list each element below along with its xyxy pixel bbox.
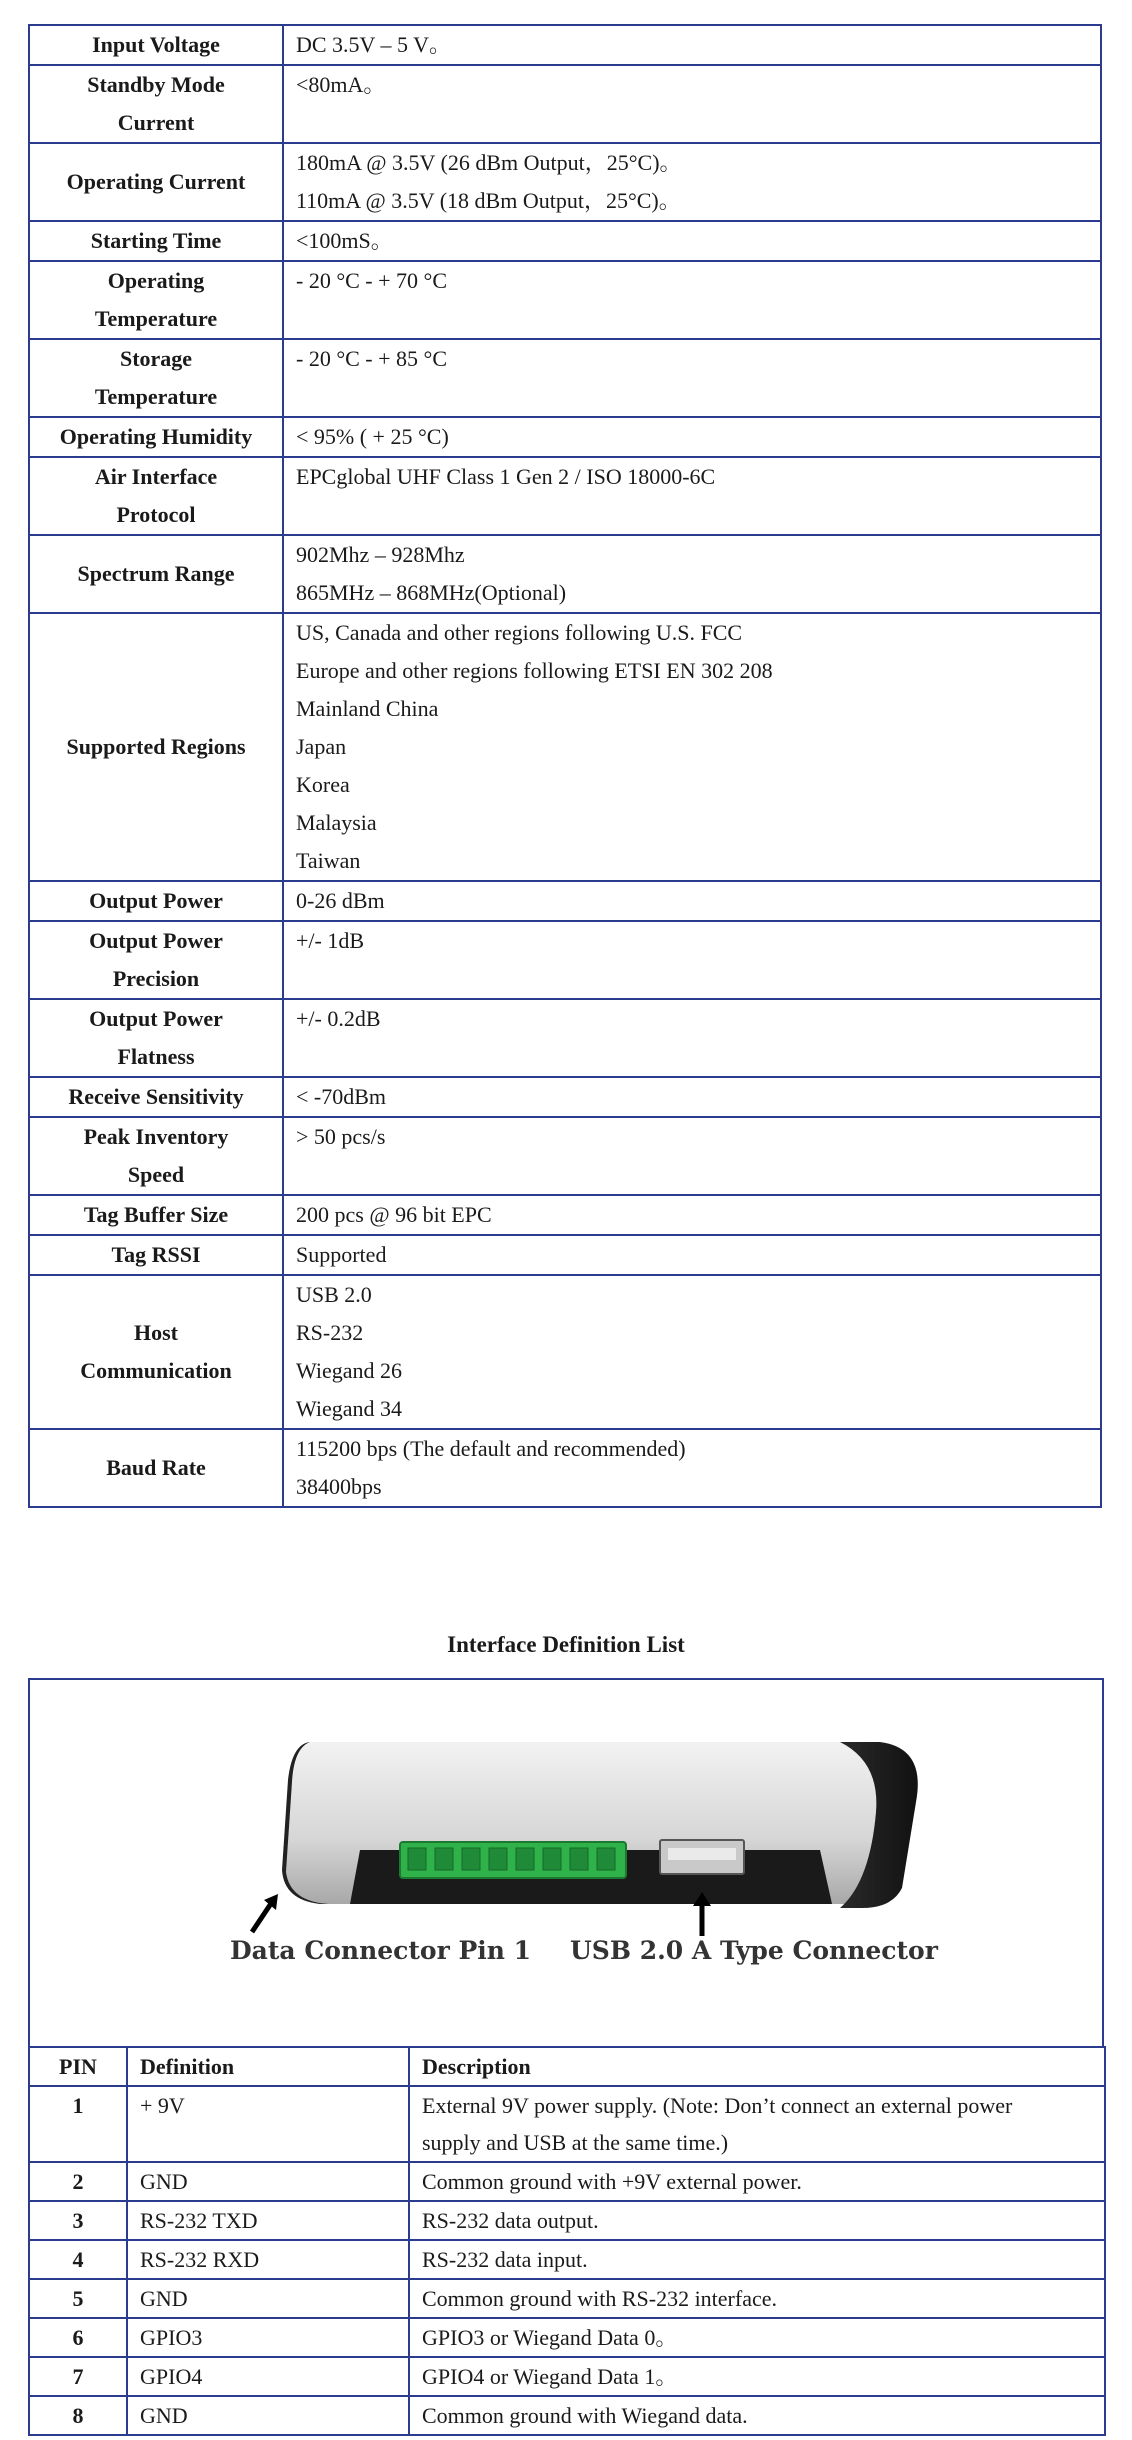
spec-row <box>29 535 1101 613</box>
spec-value-line: 0-26 dBm <box>296 888 385 913</box>
pin-description-line: GPIO4 or Wiegand Data 1。 <box>422 2364 678 2389</box>
spec-value-line: +/- 1dB <box>296 928 365 953</box>
pin-row <box>29 2162 1105 2201</box>
spec-value <box>283 339 1101 417</box>
spec-value-line: Wiegand 34 <box>296 1396 403 1421</box>
spec-value-line: Japan <box>296 734 347 759</box>
spec-label: Operating Current <box>29 143 283 221</box>
spec-value-line: Europe and other regions following ETSI EN 302 208 <box>296 658 773 683</box>
spec-value-line: Wiegand 26 <box>296 1358 403 1383</box>
spec-label-line: Storage <box>119 346 193 371</box>
pin-description <box>409 2240 1105 2279</box>
pin-definition: GPIO3 <box>127 2318 409 2357</box>
spec-label <box>29 65 283 143</box>
pin-description-line: RS-232 data output. <box>422 2208 599 2233</box>
spec-row <box>29 999 1101 1077</box>
spec-value-line: Korea <box>296 772 350 797</box>
pin-description <box>409 2279 1105 2318</box>
spec-value <box>283 999 1101 1077</box>
spec-value-line: > 50 pcs/s <box>296 1124 386 1149</box>
pin-definition: + 9V <box>127 2086 409 2162</box>
spec-value-line: - 20 °C - + 85 °C <box>296 346 448 371</box>
spec-label <box>29 457 283 535</box>
pin-description-line: Common ground with RS-232 interface. <box>422 2286 778 2311</box>
spec-row <box>29 261 1101 339</box>
spec-row <box>29 417 1101 457</box>
spec-label <box>29 1117 283 1195</box>
spec-row <box>29 1429 1101 1507</box>
usb-port-inner <box>668 1848 736 1860</box>
spec-label: Starting Time <box>29 221 283 261</box>
spec-value-line: - 20 °C - + 70 °C <box>296 268 448 293</box>
pin-description-line: External 9V power supply. (Note: Don’t connect an external power <box>422 2093 1013 2118</box>
spec-label: Operating Humidity <box>29 417 283 457</box>
spec-value-line: Supported <box>296 1242 387 1267</box>
spec-label <box>29 1275 283 1429</box>
spec-label <box>29 339 283 417</box>
pin-table <box>28 2046 1106 2436</box>
pin-row <box>29 2318 1105 2357</box>
spec-label-line: Speed <box>127 1162 185 1187</box>
spec-value <box>283 417 1101 457</box>
spec-value-line <box>296 960 1088 998</box>
spec-row <box>29 25 1101 65</box>
spec-value-line <box>296 378 1088 416</box>
spec-label-line: Temperature <box>94 306 218 331</box>
spec-value <box>283 613 1101 881</box>
pin-row <box>29 2396 1105 2435</box>
spec-label-line: Peak Inventory <box>83 1124 229 1149</box>
pin-description <box>409 2396 1105 2435</box>
header-definition: Definition <box>127 2047 409 2086</box>
pin-description <box>409 2318 1105 2357</box>
spec-value-line: Mainland China <box>296 696 439 721</box>
pin-number: 1 <box>29 2086 127 2162</box>
spec-row <box>29 65 1101 143</box>
spec-value-line: RS-232 <box>296 1320 364 1345</box>
pin-definition: GND <box>127 2396 409 2435</box>
spec-value-line: 200 pcs @ 96 bit EPC <box>296 1202 492 1227</box>
pin-number: 3 <box>29 2201 127 2240</box>
pin-number: 7 <box>29 2357 127 2396</box>
spec-value <box>283 1195 1101 1235</box>
spec-label: Tag Buffer Size <box>29 1195 283 1235</box>
pin-description-line: GPIO3 or Wiegand Data 0。 <box>422 2325 678 2350</box>
spec-row <box>29 613 1101 881</box>
spec-value-line <box>296 1038 1088 1076</box>
spec-row <box>29 1235 1101 1275</box>
spec-value-line: 180mA @ 3.5V (26 dBm Output，25°C)。 <box>296 150 682 175</box>
device-photo <box>280 1732 920 1912</box>
spec-value <box>283 25 1101 65</box>
spec-value-line: < -70dBm <box>296 1084 387 1109</box>
spec-value-line: Taiwan <box>296 848 361 873</box>
spec-value-line: <80mA。 <box>296 72 386 97</box>
pin-description <box>409 2201 1105 2240</box>
spec-value <box>283 65 1101 143</box>
pin-row <box>29 2357 1105 2396</box>
pin-definition: GND <box>127 2279 409 2318</box>
pin-description-line: Common ground with Wiegand data. <box>422 2403 748 2428</box>
interface-title: Interface Definition List <box>447 1632 685 1657</box>
spec-label: Spectrum Range <box>29 535 283 613</box>
spec-label-line: Temperature <box>94 384 218 409</box>
spec-label-line: Output Power <box>89 928 223 953</box>
spec-row <box>29 143 1101 221</box>
spec-value-line <box>296 496 1088 534</box>
spec-value <box>283 221 1101 261</box>
spec-value <box>283 1235 1101 1275</box>
spec-label <box>29 921 283 999</box>
spec-table <box>28 24 1102 1508</box>
pin-definition: RS-232 RXD <box>127 2240 409 2279</box>
spec-label-line: Protocol <box>116 502 196 527</box>
spec-value-line: 865MHz – 868MHz(Optional) <box>296 580 567 605</box>
pin-description <box>409 2162 1105 2201</box>
spec-value-line: DC 3.5V – 5 V。 <box>296 32 452 57</box>
spec-label: Supported Regions <box>29 613 283 881</box>
arrow-icon-left <box>246 1892 286 1936</box>
spec-row <box>29 1195 1101 1235</box>
spec-label-line: Flatness <box>117 1044 195 1069</box>
pin-description-line: Common ground with +9V external power. <box>422 2169 802 2194</box>
spec-value-line: US, Canada and other regions following U.S. FCC <box>296 620 743 645</box>
spec-label-line: Current <box>117 110 195 135</box>
spec-label: Baud Rate <box>29 1429 283 1507</box>
pin-number: 5 <box>29 2279 127 2318</box>
pin-description <box>409 2357 1105 2396</box>
pin-table-header <box>29 2047 1105 2086</box>
pin-row <box>29 2201 1105 2240</box>
spec-label-line: Precision <box>112 966 200 991</box>
spec-value-line <box>296 1156 1088 1194</box>
spec-row <box>29 1117 1101 1195</box>
spec-label: Output Power <box>29 881 283 921</box>
pin-description <box>409 2086 1105 2162</box>
spec-label: Receive Sensitivity <box>29 1077 283 1117</box>
spec-row <box>29 457 1101 535</box>
pin-definition: GND <box>127 2162 409 2201</box>
spec-value <box>283 261 1101 339</box>
spec-value-line: <100mS。 <box>296 228 393 253</box>
pin-number: 2 <box>29 2162 127 2201</box>
pin-row <box>29 2086 1105 2162</box>
interface-image-box <box>28 1678 1104 2048</box>
spec-value <box>283 143 1101 221</box>
spec-value-line <box>296 104 1088 142</box>
spec-value <box>283 535 1101 613</box>
spec-value <box>283 457 1101 535</box>
spec-row <box>29 221 1101 261</box>
spec-label-line: Operating <box>107 268 205 293</box>
spec-label: Input Voltage <box>29 25 283 65</box>
spec-value <box>283 1117 1101 1195</box>
spec-row <box>29 339 1101 417</box>
spec-value <box>283 1077 1101 1117</box>
pin-definition: GPIO4 <box>127 2357 409 2396</box>
spec-value-line: 110mA @ 3.5V (18 dBm Output，25°C)。 <box>296 188 681 213</box>
spec-value <box>283 1275 1101 1429</box>
spec-value-line: EPCglobal UHF Class 1 Gen 2 / ISO 18000-6C <box>296 464 716 489</box>
spec-value-line: 38400bps <box>296 1474 382 1499</box>
spec-label-line: Communication <box>80 1358 232 1383</box>
header-pin: PIN <box>29 2047 127 2086</box>
spec-value-line: < 95% ( + 25 °C) <box>296 424 449 449</box>
spec-label: Tag RSSI <box>29 1235 283 1275</box>
pin-description-line: RS-232 data input. <box>422 2247 588 2272</box>
spec-row <box>29 1077 1101 1117</box>
spec-value <box>283 1429 1101 1507</box>
spec-value-line: USB 2.0 <box>296 1282 372 1307</box>
caption-data-connector: Data Connector Pin 1 <box>230 1936 532 1965</box>
pin-number: 6 <box>29 2318 127 2357</box>
spec-label-line: Air Interface <box>94 464 218 489</box>
header-description: Description <box>409 2047 1105 2086</box>
spec-value-line: Malaysia <box>296 810 377 835</box>
pin-row <box>29 2240 1105 2279</box>
spec-value-line: +/- 0.2dB <box>296 1006 381 1031</box>
pin-description-line: supply and USB at the same time.) <box>422 2130 729 2155</box>
spec-label-line: Standby Mode <box>87 72 225 97</box>
spec-label-line: Output Power <box>89 1006 223 1031</box>
spec-row <box>29 1275 1101 1429</box>
pin-definition: RS-232 TXD <box>127 2201 409 2240</box>
spec-value <box>283 881 1101 921</box>
pin-number: 8 <box>29 2396 127 2435</box>
spec-row <box>29 921 1101 999</box>
spec-label <box>29 261 283 339</box>
pin-number: 4 <box>29 2240 127 2279</box>
spec-value-line: 115200 bps (The default and recommended) <box>296 1436 686 1461</box>
spec-value <box>283 921 1101 999</box>
spec-row <box>29 881 1101 921</box>
spec-label <box>29 999 283 1077</box>
spec-value-line: 902Mhz – 928Mhz <box>296 542 465 567</box>
arrow-icon-right <box>690 1892 714 1938</box>
spec-label-line: Host <box>134 1320 178 1345</box>
terminal-block <box>400 1842 626 1878</box>
spec-value-line <box>296 300 1088 338</box>
caption-usb-connector: USB 2.0 A Type Connector <box>570 1936 938 1965</box>
pin-row <box>29 2279 1105 2318</box>
